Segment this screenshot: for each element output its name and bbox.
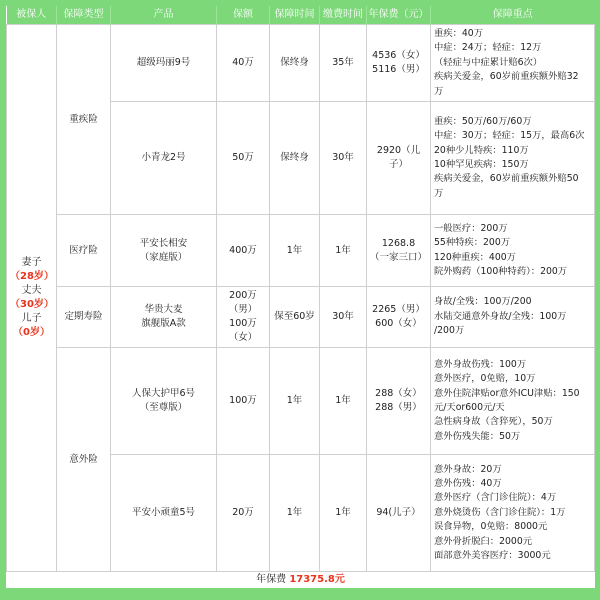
focus-cell: 意外身故伤残：100万 意外医疗，0免赔，10万 意外住院津贴or意外ICU津贴：150 元/天or600元/天 急性病身故（含猝死），50万 意外伤残失能：50万 [431,348,595,455]
focus-cell: 身故/全残：100万/200 水陆交通意外身故/全残：100万 /200万 [431,287,595,348]
total-label: 年保费 [256,574,287,585]
product-name: 平安长相安 （家庭版） [111,215,217,287]
header-premium: 年保费（元） [367,6,431,25]
insured-cell [7,25,57,572]
pay-period-cell: 1年 [320,348,367,455]
pay-period-cell: 35年 [320,25,367,102]
product-name: 人保大护甲6号 （至尊版） [111,348,217,455]
header-pay-period: 缴费时间 [320,6,367,25]
header-focus: 保障重点 [431,6,595,25]
coverage-cell: 40万 [217,25,270,102]
premium-cell: 288（女） 288（男） [367,348,431,455]
period-cell: 1年 [270,455,320,572]
period-cell: 1年 [270,215,320,287]
period-cell: 保终身 [270,25,320,102]
insured-husband: 丈夫 [21,285,42,296]
header-period: 保障时间 [270,6,320,25]
table-row [7,25,595,102]
total-row [7,572,595,589]
pay-period-cell: 1年 [320,215,367,287]
table-row [7,287,595,348]
premium-cell: 2920（儿子） [367,102,431,215]
coverage-cell: 400万 [217,215,270,287]
product-name: 华贵大麦 旗舰版A款 [111,287,217,348]
category-medical: 医疗险 [57,215,111,287]
insured-son-age: （0岁） [13,327,50,338]
insured-husband-age: （30岁） [10,299,54,310]
coverage-cell: 100万 [217,348,270,455]
premium-cell: 4536（女） 5116（男） [367,25,431,102]
insured-wife: 妻子 [21,257,42,268]
coverage-cell: 50万 [217,102,270,215]
focus-cell: 一般医疗：200万 55种特疾：200万 120种重疾：400万 院外购药（100种特药）：200万 [431,215,595,287]
insured-son: 儿子 [21,313,42,324]
coverage-cell: 20万 [217,455,270,572]
table-row [7,215,595,287]
insurance-plan-table [6,6,595,588]
category-term-life: 定期寿险 [57,287,111,348]
pay-period-cell: 1年 [320,455,367,572]
period-cell: 保终身 [270,102,320,215]
header-coverage: 保额 [217,6,270,25]
category-critical: 重疾险 [57,25,111,215]
pay-period-cell: 30年 [320,287,367,348]
product-name: 平安小顽童5号 [111,455,217,572]
product-name: 小青龙2号 [111,102,217,215]
premium-cell: 1268.8 （一家三口） [367,215,431,287]
period-cell: 保至60岁 [270,287,320,348]
focus-cell: 意外身故：20万 意外伤残：40万 意外医疗（含门诊住院）：4万 意外烧烫伤（含门诊住院）：1万 误食异物，0免赔：8000元 意外骨折脱臼：2000元 面部意外美容医疗：3000元 [431,455,595,572]
focus-cell: 重疾：50万/60万/60万 中症：30万；轻症：15万，最高6次 20种少儿特疾：110万 10种罕见疾病：150万 疾病关爱金，60岁前重疾额外赔50 万 [431,102,595,215]
header-type: 保障类型 [57,6,111,25]
coverage-cell: 200万（男） 100万（女） [217,287,270,348]
header-product: 产品 [111,6,217,25]
total-amount: 17375.8元 [289,574,345,585]
pay-period-cell: 30年 [320,102,367,215]
header-insured: 被保人 [7,6,57,25]
insured-wife-age: （28岁） [10,271,54,282]
period-cell: 1年 [270,348,320,455]
premium-cell: 94(儿子） [367,455,431,572]
category-accident: 意外险 [57,348,111,572]
table-row [7,348,595,455]
total-cell [7,572,595,589]
product-name: 超级玛丽9号 [111,25,217,102]
header-row [7,6,595,25]
premium-cell: 2265（男） 600（女） [367,287,431,348]
focus-cell: 重疾：40万 中症：24万；轻症：12万 （轻症与中症累计赔6次） 疾病关爱金，60岁前重疾额外赔32 万 [431,25,595,102]
